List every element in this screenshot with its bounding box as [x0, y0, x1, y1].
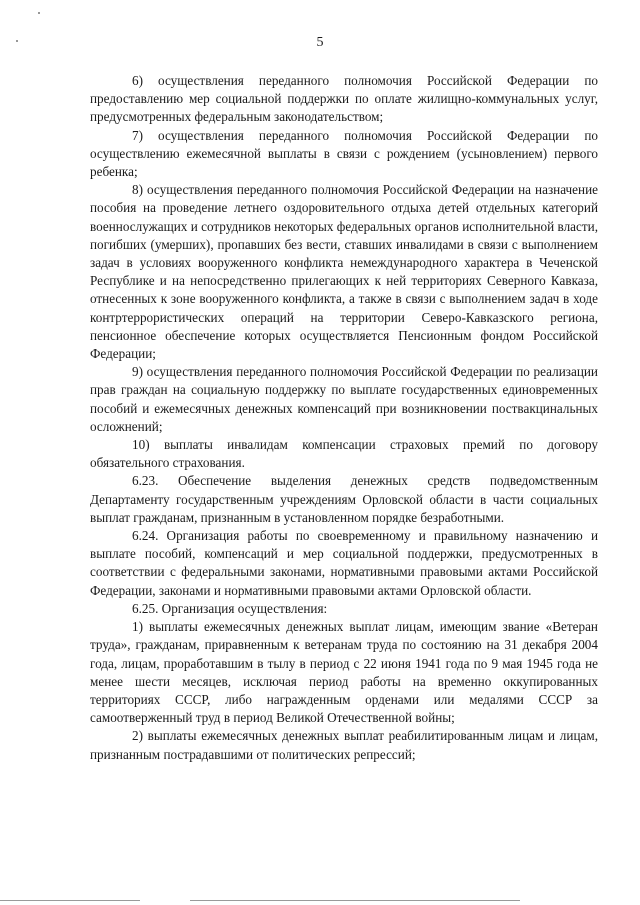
paragraph-item-8: 8) осуществления переданного полномочия Российской Федерации на назначение пособия на проведение летнего оздоровительного отдыха детей отдельных категорий военнослужащих и сотрудников некоторых федеральных органов исполнительной власти, погибших (умерших), пропавших без вести, ставших инвалидами в связи с выполнением задач в условиях вооруженного конфликта немеждународного характера в Чеченской Республике и на непосредственно прилегающих к ней территориях Северного Кавказа, отнесенных к зоне вооруженного конфликта, а также в связи с выполнением задач в ходе контртеррористических операций на территории Северо-Кавказского региона, пенсионное обеспечение которых осуществляется Пенсионным фондом Российской Федерации;: [90, 182, 598, 362]
paragraph-section-6-23: 6.23. Обеспечение выделения денежных средств подведомственным Департаменту государственным учреждениям Орловской области в части социальных выплат гражданам, признанным в установленном порядке безработными.: [90, 473, 598, 525]
paragraph-section-6-24: 6.24. Организация работы по своевременному и правильному назначению и выплате пособий, компенсаций и мер социальной поддержки, предусмотренных в соответствии с федеральными законами, нормативными правовыми актами Российской Федерации, законами и нормативными правовыми актами Орловской области.: [90, 528, 598, 598]
scan-edge-line: [0, 900, 140, 901]
scan-edge-line: [190, 900, 520, 901]
paragraph-item-10: 10) выплаты инвалидам компенсации страховых премий по договору обязательного страхования.: [90, 437, 598, 471]
paragraph-item-6: 6) осуществления переданного полномочия Российской Федерации по предоставлению мер социальной поддержки по оплате жилищно-коммунальных услуг, предусмотренных федеральным законодательством;: [90, 73, 598, 125]
paragraph-item-9: 9) осуществления переданного полномочия Российской Федерации по реализации прав граждан на социальную поддержку по выплате государственных единовременных пособий и ежемесячных денежных компенсаций при возникновении поствакцинальных осложнений;: [90, 364, 598, 434]
paragraph-item-7: 7) осуществления переданного полномочия Российской Федерации по осуществлению ежемесячной выплаты в связи с рождением (усыновлением) первого ребенка;: [90, 127, 598, 180]
scan-speck: [38, 12, 40, 14]
page-number: 5: [316, 35, 324, 50]
paragraph-subitem-1: 1) выплаты ежемесячных денежных выплат лицам, имеющим звание «Ветеран труда», гражданам, приравненным к ветеранам труда по состоянию на 31 декабря 2004 года, лицам, проработавшим в тылу в период с 22 июня 1941 года по 9 мая 1945 года не менее шести месяцев, исключая период работы на временно оккупированных территориях СССР, либо награжденным орденами или медалями СССР за самоотверженный труд в период Великой Отечественной войны;: [90, 619, 598, 726]
paragraph-subitem-2: 2) выплаты ежемесячных денежных выплат реабилитированным лицам и лицам, признанным пострадавшими от политических репрессий;: [90, 728, 598, 762]
document-body: [90, 72, 598, 764]
paragraph-section-6-25: 6.25. Организация осуществления:: [132, 600, 328, 616]
